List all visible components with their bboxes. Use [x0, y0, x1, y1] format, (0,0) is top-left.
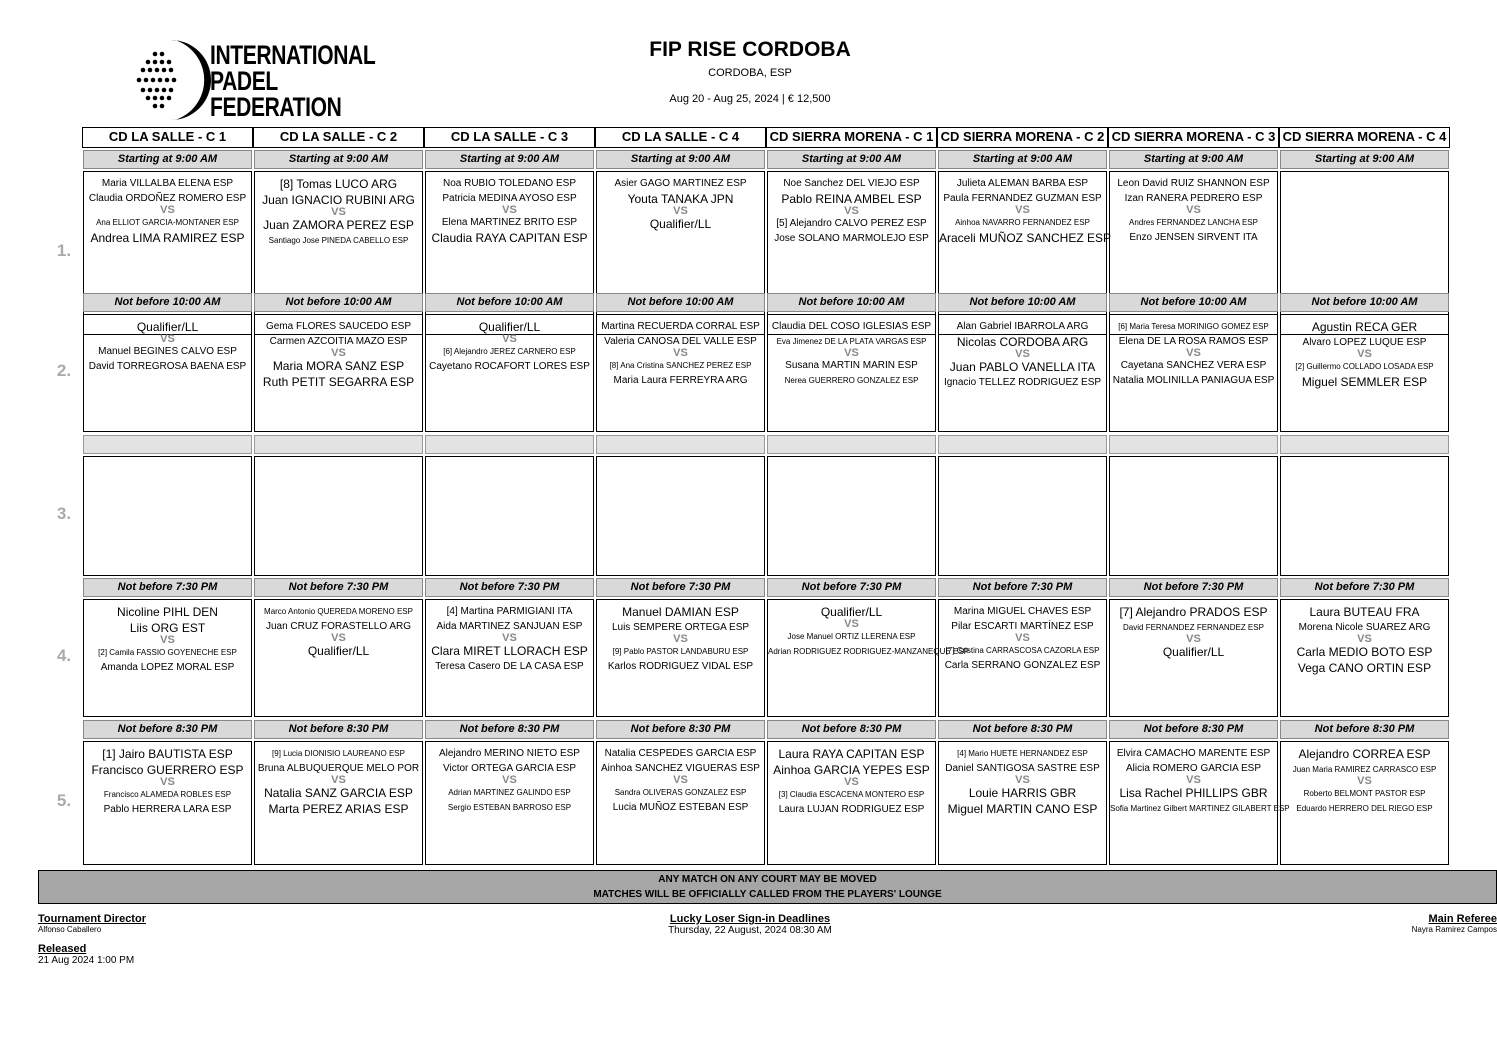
player-name: Maria VILLALBA ELENA ESP — [101, 178, 234, 189]
match-cell — [425, 456, 594, 576]
vs-label: VS — [844, 347, 859, 359]
player-name: Maria MORA SANZ ESP — [272, 359, 405, 373]
slot-time: Not before 10:00 AM — [1109, 293, 1278, 312]
player-name: [4] Mario HUETE HERNANDEZ ESP — [957, 749, 1088, 758]
logo-text: INTERNATIONAL PADEL FEDERATION — [210, 40, 376, 122]
match-cell — [596, 456, 765, 576]
slot-time: Not before 7:30 PM — [83, 578, 252, 597]
slot-time: Starting at 9:00 AM — [938, 150, 1107, 169]
vs-label: VS — [1186, 347, 1201, 359]
player-name: [1] Jairo BAUTISTA ESP — [102, 747, 233, 761]
player-name: Martina RECUERDA CORRAL ESP — [601, 321, 760, 332]
vs-label: VS — [502, 204, 517, 216]
slot-time: Not before 10:00 AM — [425, 293, 594, 312]
slot-time: Not before 7:30 PM — [254, 578, 423, 597]
player-name: Lucia MUÑOZ ESTEBAN ESP — [612, 802, 749, 813]
player-name: Ainhoa GARCIA YEPES ESP — [773, 763, 930, 777]
player-name: Manuel DAMIAN ESP — [622, 605, 739, 619]
player-name: [2] Guillermo COLLADO LOSADA ESP — [1295, 362, 1434, 371]
slot-time: Not before 8:30 PM — [83, 720, 252, 739]
player-name: Claudia DEL COSO IGLESIAS ESP — [771, 321, 932, 332]
player-name: Elena MARTINEZ BRITO ESP — [441, 217, 578, 228]
match-cell — [596, 741, 765, 865]
player-name: Araceli MUÑOZ SANCHEZ ESP — [939, 231, 1112, 245]
vs-label: VS — [844, 776, 859, 788]
slot-time — [1109, 435, 1278, 454]
vs-label: VS — [673, 205, 688, 217]
slot-time: Starting at 9:00 AM — [767, 150, 936, 169]
vs-label: VS — [1357, 633, 1372, 645]
slot-time: Not before 10:00 AM — [1280, 293, 1449, 312]
player-name: Pablo HERRERA LARA ESP — [103, 804, 232, 815]
player-name: Amanda LOPEZ MORAL ESP — [100, 662, 235, 673]
player-name: [6] Alejandro JEREZ CARNERO ESP — [443, 347, 576, 356]
match-cell — [767, 599, 969, 717]
player-name: Miguel SEMMLER ESP — [1301, 375, 1428, 389]
player-name: Alvaro LOPEZ LUQUE ESP — [1302, 337, 1427, 348]
player-name: Eduardo HERRERO DEL RIEGO ESP — [1296, 804, 1433, 813]
order-of-play-grid — [82, 127, 1450, 865]
player-name: Alicia ROMERO GARCIA ESP — [1125, 763, 1262, 774]
court-header: CD LA SALLE - C 3 — [424, 127, 595, 148]
lucky-loser-deadline: Lucky Loser Sign-in Deadlines Thursday, 22 August, 2024 08:30 AM — [668, 913, 832, 936]
player-name: Pablo REINA AMBEL ESP — [781, 192, 922, 206]
vs-label: VS — [1357, 775, 1372, 787]
slot-time: Not before 10:00 AM — [596, 293, 765, 312]
player-name: Carmen AZCOITIA MAZO ESP — [269, 336, 408, 347]
player-name: [8] Tomas LUCO ARG — [279, 177, 398, 191]
player-name: Izan RANERA PEDRERO ESP — [1124, 193, 1263, 204]
court-header: CD SIERRA MORENA - C 2 — [937, 127, 1108, 148]
slot-time: Starting at 9:00 AM — [1109, 150, 1278, 169]
vs-label: VS — [331, 632, 346, 644]
court-header: CD LA SALLE - C 1 — [82, 127, 253, 148]
qualifier-placeholder: Qualifier/LL — [1162, 645, 1225, 659]
match-cell — [938, 314, 1107, 432]
player-name: David TORREGROSA BAENA ESP — [88, 361, 247, 372]
slot-time: Not before 8:30 PM — [254, 720, 423, 739]
slot-time: Starting at 9:00 AM — [1280, 150, 1449, 169]
player-name: Eva Jimenez DE LA PLATA VARGAS ESP — [776, 337, 927, 346]
vs-label: VS — [1357, 348, 1372, 360]
player-name: Agustin RECA GER — [1311, 320, 1418, 334]
qualifier-placeholder: Qualifier/LL — [307, 644, 370, 658]
player-name: [7] Alejandro PRADOS ESP — [1119, 605, 1268, 619]
player-name: Juan PABLO VANELLA ITA — [949, 360, 1096, 374]
player-name: Maria Laura FERREYRA ARG — [613, 375, 748, 386]
vs-label: VS — [160, 333, 175, 345]
player-name: Adrian MARTINEZ GALINDO ESP — [448, 788, 571, 797]
tournament-location: CORDOBA, ESP — [708, 67, 792, 79]
player-name: Francisco GUERRERO ESP — [91, 763, 244, 777]
vs-label: VS — [502, 333, 517, 345]
vs-label: VS — [1186, 204, 1201, 216]
match-cell — [1109, 314, 1278, 432]
player-name: Pilar ESCARTI MARTÍNEZ ESP — [951, 621, 1094, 632]
vs-label: VS — [160, 776, 175, 788]
slot-time — [596, 435, 765, 454]
vs-label: VS — [1015, 774, 1030, 786]
court-header: CD SIERRA MORENA - C 3 — [1108, 127, 1279, 148]
player-name: Natalia SANZ GARCIA ESP — [264, 786, 413, 800]
player-name: [7] Cristina CARRASCOSA CAZORLA ESP — [945, 646, 1100, 655]
player-name: Santiago Jose PINEDA CABELLO ESP — [268, 236, 409, 245]
vs-label: VS — [331, 774, 346, 786]
vs-label: VS — [1186, 774, 1201, 786]
slot-time: Starting at 9:00 AM — [83, 150, 252, 169]
player-name: Laura LUJAN RODRIGUEZ ESP — [778, 804, 925, 815]
player-name: [3] Claudia ESCACENA MONTERO ESP — [778, 790, 925, 799]
player-name: Cayetana SANCHEZ VERA ESP — [1120, 360, 1267, 371]
player-name: Lisa Rachel PHILLIPS GBR — [1119, 786, 1268, 800]
tournament-director: Tournament Director Alfonso Caballero — [38, 913, 146, 934]
slot-time — [425, 435, 594, 454]
player-name: Susana MARTIN MARIN ESP — [785, 360, 918, 371]
match-cell — [83, 314, 252, 432]
court-header: CD LA SALLE - C 4 — [595, 127, 766, 148]
match-cell — [596, 314, 765, 432]
player-name: [2] Camila FASSIO GOYENECHE ESP — [98, 648, 237, 657]
player-name: Ainhoa NAVARRO FERNANDEZ ESP — [955, 218, 1090, 227]
player-name: Claudia ORDOÑEZ ROMERO ESP — [88, 193, 247, 204]
vs-label: VS — [1015, 632, 1030, 644]
match-cell — [425, 599, 594, 717]
player-name: Alejandro MERINO NIETO ESP — [439, 748, 580, 759]
player-name: Morena Nicole SUAREZ ARG — [1298, 622, 1431, 633]
slot-time: Not before 10:00 AM — [83, 293, 252, 312]
player-name: Francisco ALAMEDA ROBLES ESP — [103, 790, 232, 799]
row-number: 3. — [56, 504, 72, 523]
vs-label: VS — [1186, 633, 1201, 645]
court-header: CD SIERRA MORENA - C 1 — [766, 127, 937, 148]
vs-label: VS — [1015, 204, 1030, 216]
slot-time: Starting at 9:00 AM — [596, 150, 765, 169]
vs-label: VS — [502, 774, 517, 786]
slot-time: Not before 10:00 AM — [767, 293, 936, 312]
player-name: Ainhoa SANCHEZ VIGUERAS ESP — [601, 763, 760, 774]
player-name: Vega CANO ORTIN ESP — [1297, 661, 1432, 675]
vs-label: VS — [331, 206, 346, 218]
released-info: Released 21 Aug 2024 1:00 PM — [38, 943, 135, 966]
tournament-title: FIP RISE CORDOBA — [649, 38, 851, 61]
match-cell — [1280, 599, 1449, 717]
tournament-dates: Aug 20 - Aug 25, 2024 | € 12,500 — [669, 93, 831, 105]
player-name: Clara MIRET LLORACH ESP — [431, 644, 588, 658]
main-referee: Main Referee Nayra Ramirez Campos — [1411, 913, 1497, 934]
row-number: 5. — [56, 791, 72, 810]
court-notice: ANY MATCH ON ANY COURT MAY BE MOVED MATCHES WILL BE OFFICIALLY CALLED FROM THE PLAYERS' LOUNGE — [38, 870, 1497, 904]
slot-time: Not before 7:30 PM — [425, 578, 594, 597]
match-cell — [1109, 741, 1290, 865]
row-number: 1. — [56, 241, 72, 260]
player-name: Elvira CAMACHO MARENTE ESP — [1116, 748, 1271, 759]
qualifier-placeholder: Qualifier/LL — [820, 605, 883, 619]
qualifier-placeholder: Qualifier/LL — [649, 217, 712, 231]
player-name: Ana ELLIOT GARCIA-MONTANER ESP — [96, 218, 239, 227]
player-name: Cayetano ROCAFORT LORES ESP — [429, 361, 590, 372]
slot-time: Not before 7:30 PM — [1280, 578, 1449, 597]
vs-label: VS — [844, 205, 859, 217]
row-number: 4. — [56, 646, 72, 665]
player-name: Bruna ALBUQUERQUE MELO POR — [257, 763, 420, 774]
slot-time: Not before 10:00 AM — [938, 293, 1107, 312]
player-name: Laura RAYA CAPITAN ESP — [778, 747, 925, 761]
slot-time — [254, 435, 423, 454]
slot-time: Not before 8:30 PM — [938, 720, 1107, 739]
player-name: Liis ORG EST — [129, 621, 206, 635]
player-name: Noa RUBIO TOLEDANO ESP — [442, 178, 576, 189]
vs-label: VS — [160, 634, 175, 646]
player-name: Ruth PETIT SEGARRA ESP — [262, 375, 415, 389]
slot-time — [767, 435, 936, 454]
player-name: Sofia Martinez Gilbert MARTINEZ GILABERT ESP — [1110, 804, 1290, 813]
player-name: Andrea LIMA RAMIREZ ESP — [90, 231, 245, 245]
slot-time: Not before 7:30 PM — [596, 578, 765, 597]
player-name: Youta TANAKA JPN — [627, 192, 734, 206]
match-cell — [596, 599, 765, 717]
match-cell — [938, 456, 1107, 576]
match-cell — [938, 741, 1107, 865]
player-name: David FERNANDEZ FERNANDEZ ESP — [1123, 623, 1264, 632]
slot-time: Starting at 9:00 AM — [425, 150, 594, 169]
slot-time: Starting at 9:00 AM — [254, 150, 423, 169]
player-name: Juan Maria RAMIREZ CARRASCO ESP — [1292, 765, 1437, 774]
player-name: Ignacio TELLEZ RODRIGUEZ ESP — [943, 377, 1102, 388]
vs-label: VS — [673, 633, 688, 645]
player-name: [9] Pablo PASTOR LANDABURU ESP — [612, 647, 749, 656]
match-cell — [425, 314, 594, 432]
slot-time: Not before 7:30 PM — [1109, 578, 1278, 597]
match-cell — [1280, 456, 1449, 576]
player-name: Jose Manuel ORTIZ LLERENA ESP — [787, 632, 916, 641]
player-name: Carla SERRANO GONZALEZ ESP — [944, 660, 1101, 671]
player-name: [9] Lucia DIONISIO LAUREANO ESP — [272, 749, 405, 758]
match-cell — [83, 741, 252, 865]
match-cell — [83, 599, 252, 717]
match-cell — [767, 314, 936, 432]
player-name: Marta PEREZ ARIAS ESP — [268, 802, 409, 816]
slot-time — [1280, 435, 1449, 454]
player-name: Nerea GUERRERO GONZALEZ ESP — [784, 376, 919, 385]
ball-logo-icon — [135, 38, 207, 124]
player-name: Natalia MOLINILLA PANIAGUA ESP — [1112, 375, 1275, 386]
vs-label: VS — [502, 632, 517, 644]
slot-time: Not before 8:30 PM — [1280, 720, 1449, 739]
match-cell — [425, 741, 594, 865]
match-cell — [254, 314, 423, 432]
player-name: [5] Alejandro CALVO PEREZ ESP — [776, 218, 927, 229]
player-name: Juan ZAMORA PEREZ ESP — [263, 218, 414, 232]
slot-time: Not before 8:30 PM — [1109, 720, 1278, 739]
match-cell — [1109, 456, 1278, 576]
vs-label: VS — [160, 204, 175, 216]
player-name: Valeria CANOSA DEL VALLE ESP — [604, 336, 757, 347]
player-name: [4] Martina PARMIGIANI ITA — [446, 606, 573, 617]
match-cell — [254, 599, 423, 717]
player-name: [6] Maria Teresa MORINIGO GOMEZ ESP — [1118, 322, 1269, 331]
match-cell — [767, 741, 936, 865]
match-cell — [254, 741, 423, 865]
slot-time — [83, 435, 252, 454]
vs-label: VS — [844, 618, 859, 630]
player-name: Luis SEMPERE ORTEGA ESP — [611, 622, 750, 633]
court-header: CD SIERRA MORENA - C 4 — [1279, 127, 1450, 148]
player-name: Alejandro CORREA ESP — [1298, 747, 1431, 761]
match-cell — [767, 456, 936, 576]
fip-logo — [135, 38, 376, 124]
player-name: Andres FERNANDEZ LANCHA ESP — [1129, 218, 1258, 227]
player-name: Asier GAGO MARTINEZ ESP — [614, 178, 747, 189]
player-name: Enzo JENSEN SIRVENT ITA — [1129, 232, 1258, 243]
player-name: Gema FLORES SAUCEDO ESP — [265, 321, 412, 332]
player-name: Jose SOLANO MARMOLEJO ESP — [774, 233, 929, 244]
player-name: Elena DE LA ROSA RAMOS ESP — [1118, 336, 1269, 347]
player-name: Alan Gabriel IBARROLA ARG — [956, 321, 1089, 332]
slot-time: Not before 10:00 AM — [254, 293, 423, 312]
vs-label: VS — [331, 347, 346, 359]
qualifier-placeholder: Qualifier/LL — [136, 320, 199, 334]
player-name: Sergio ESTEBAN BARROSO ESP — [447, 803, 572, 812]
player-name: Laura BUTEAU FRA — [1309, 605, 1420, 619]
match-cell — [83, 456, 252, 576]
player-name: Leon David RUIZ SHANNON ESP — [1117, 178, 1270, 189]
player-name: Juan IGNACIO RUBINI ARG — [262, 193, 415, 207]
match-cell — [1109, 599, 1278, 717]
player-name: Patricia MEDINA AYOSO ESP — [442, 193, 577, 204]
player-name: Carla MEDIO BOTO ESP — [1296, 645, 1433, 659]
match-cell — [1280, 314, 1449, 432]
player-name: Aida MARTINEZ SANJUAN ESP — [436, 621, 583, 632]
player-name: Marco Antonio QUEREDA MORENO ESP — [264, 607, 413, 616]
player-name: Marina MIGUEL CHAVES ESP — [953, 606, 1092, 617]
match-cell — [254, 456, 423, 576]
player-name: Juan CRUZ FORASTELLO ARG — [265, 621, 412, 632]
slot-time: Not before 7:30 PM — [767, 578, 936, 597]
player-name: Roberto BELMONT PASTOR ESP — [1303, 789, 1426, 798]
match-cell — [938, 599, 1107, 717]
player-name: Daniel SANTIGOSA SASTRE ESP — [945, 763, 1100, 774]
player-name: Claudia RAYA CAPITAN ESP — [431, 231, 588, 245]
player-name: [8] Ana Cristina SANCHEZ PEREZ ESP — [609, 361, 752, 370]
player-name: Teresa Casero DE LA CASA ESP — [435, 661, 584, 672]
slot-time — [938, 435, 1107, 454]
player-name: Adrian RODRIGUEZ RODRIGUEZ-MANZANEQUE ESP — [768, 647, 969, 656]
player-name: Nicolas CORDOBA ARG — [956, 335, 1089, 349]
player-name: Nicoline PIHL DEN — [117, 605, 218, 619]
slot-time: Not before 7:30 PM — [938, 578, 1107, 597]
vs-label: VS — [673, 347, 688, 359]
player-name: Karlos RODRIGUEZ VIDAL ESP — [607, 661, 754, 672]
match-cell — [1280, 741, 1449, 865]
player-name: Sandra OLIVERAS GONZALEZ ESP — [614, 788, 747, 797]
player-name: Julieta ALEMAN BARBA ESP — [956, 178, 1089, 189]
player-name: Noe Sanchez DEL VIEJO ESP — [783, 178, 920, 189]
player-name: Miguel MARTIN CANO ESP — [947, 802, 1098, 816]
vs-label: VS — [673, 774, 688, 786]
slot-time: Not before 8:30 PM — [767, 720, 936, 739]
player-name: Natalia CESPEDES GARCIA ESP — [604, 748, 757, 759]
slot-time: Not before 8:30 PM — [425, 720, 594, 739]
player-name: Manuel BEGINES CALVO ESP — [98, 346, 237, 357]
player-name: Paula FERNANDEZ GUZMAN ESP — [943, 193, 1102, 204]
row-number: 2. — [56, 361, 72, 380]
slot-time: Not before 8:30 PM — [596, 720, 765, 739]
court-header: CD LA SALLE - C 2 — [253, 127, 424, 148]
qualifier-placeholder: Qualifier/LL — [478, 320, 541, 334]
vs-label: VS — [1015, 348, 1030, 360]
player-name: Louie HARRIS GBR — [968, 786, 1077, 800]
player-name: Victor ORTEGA GARCIA ESP — [442, 763, 576, 774]
